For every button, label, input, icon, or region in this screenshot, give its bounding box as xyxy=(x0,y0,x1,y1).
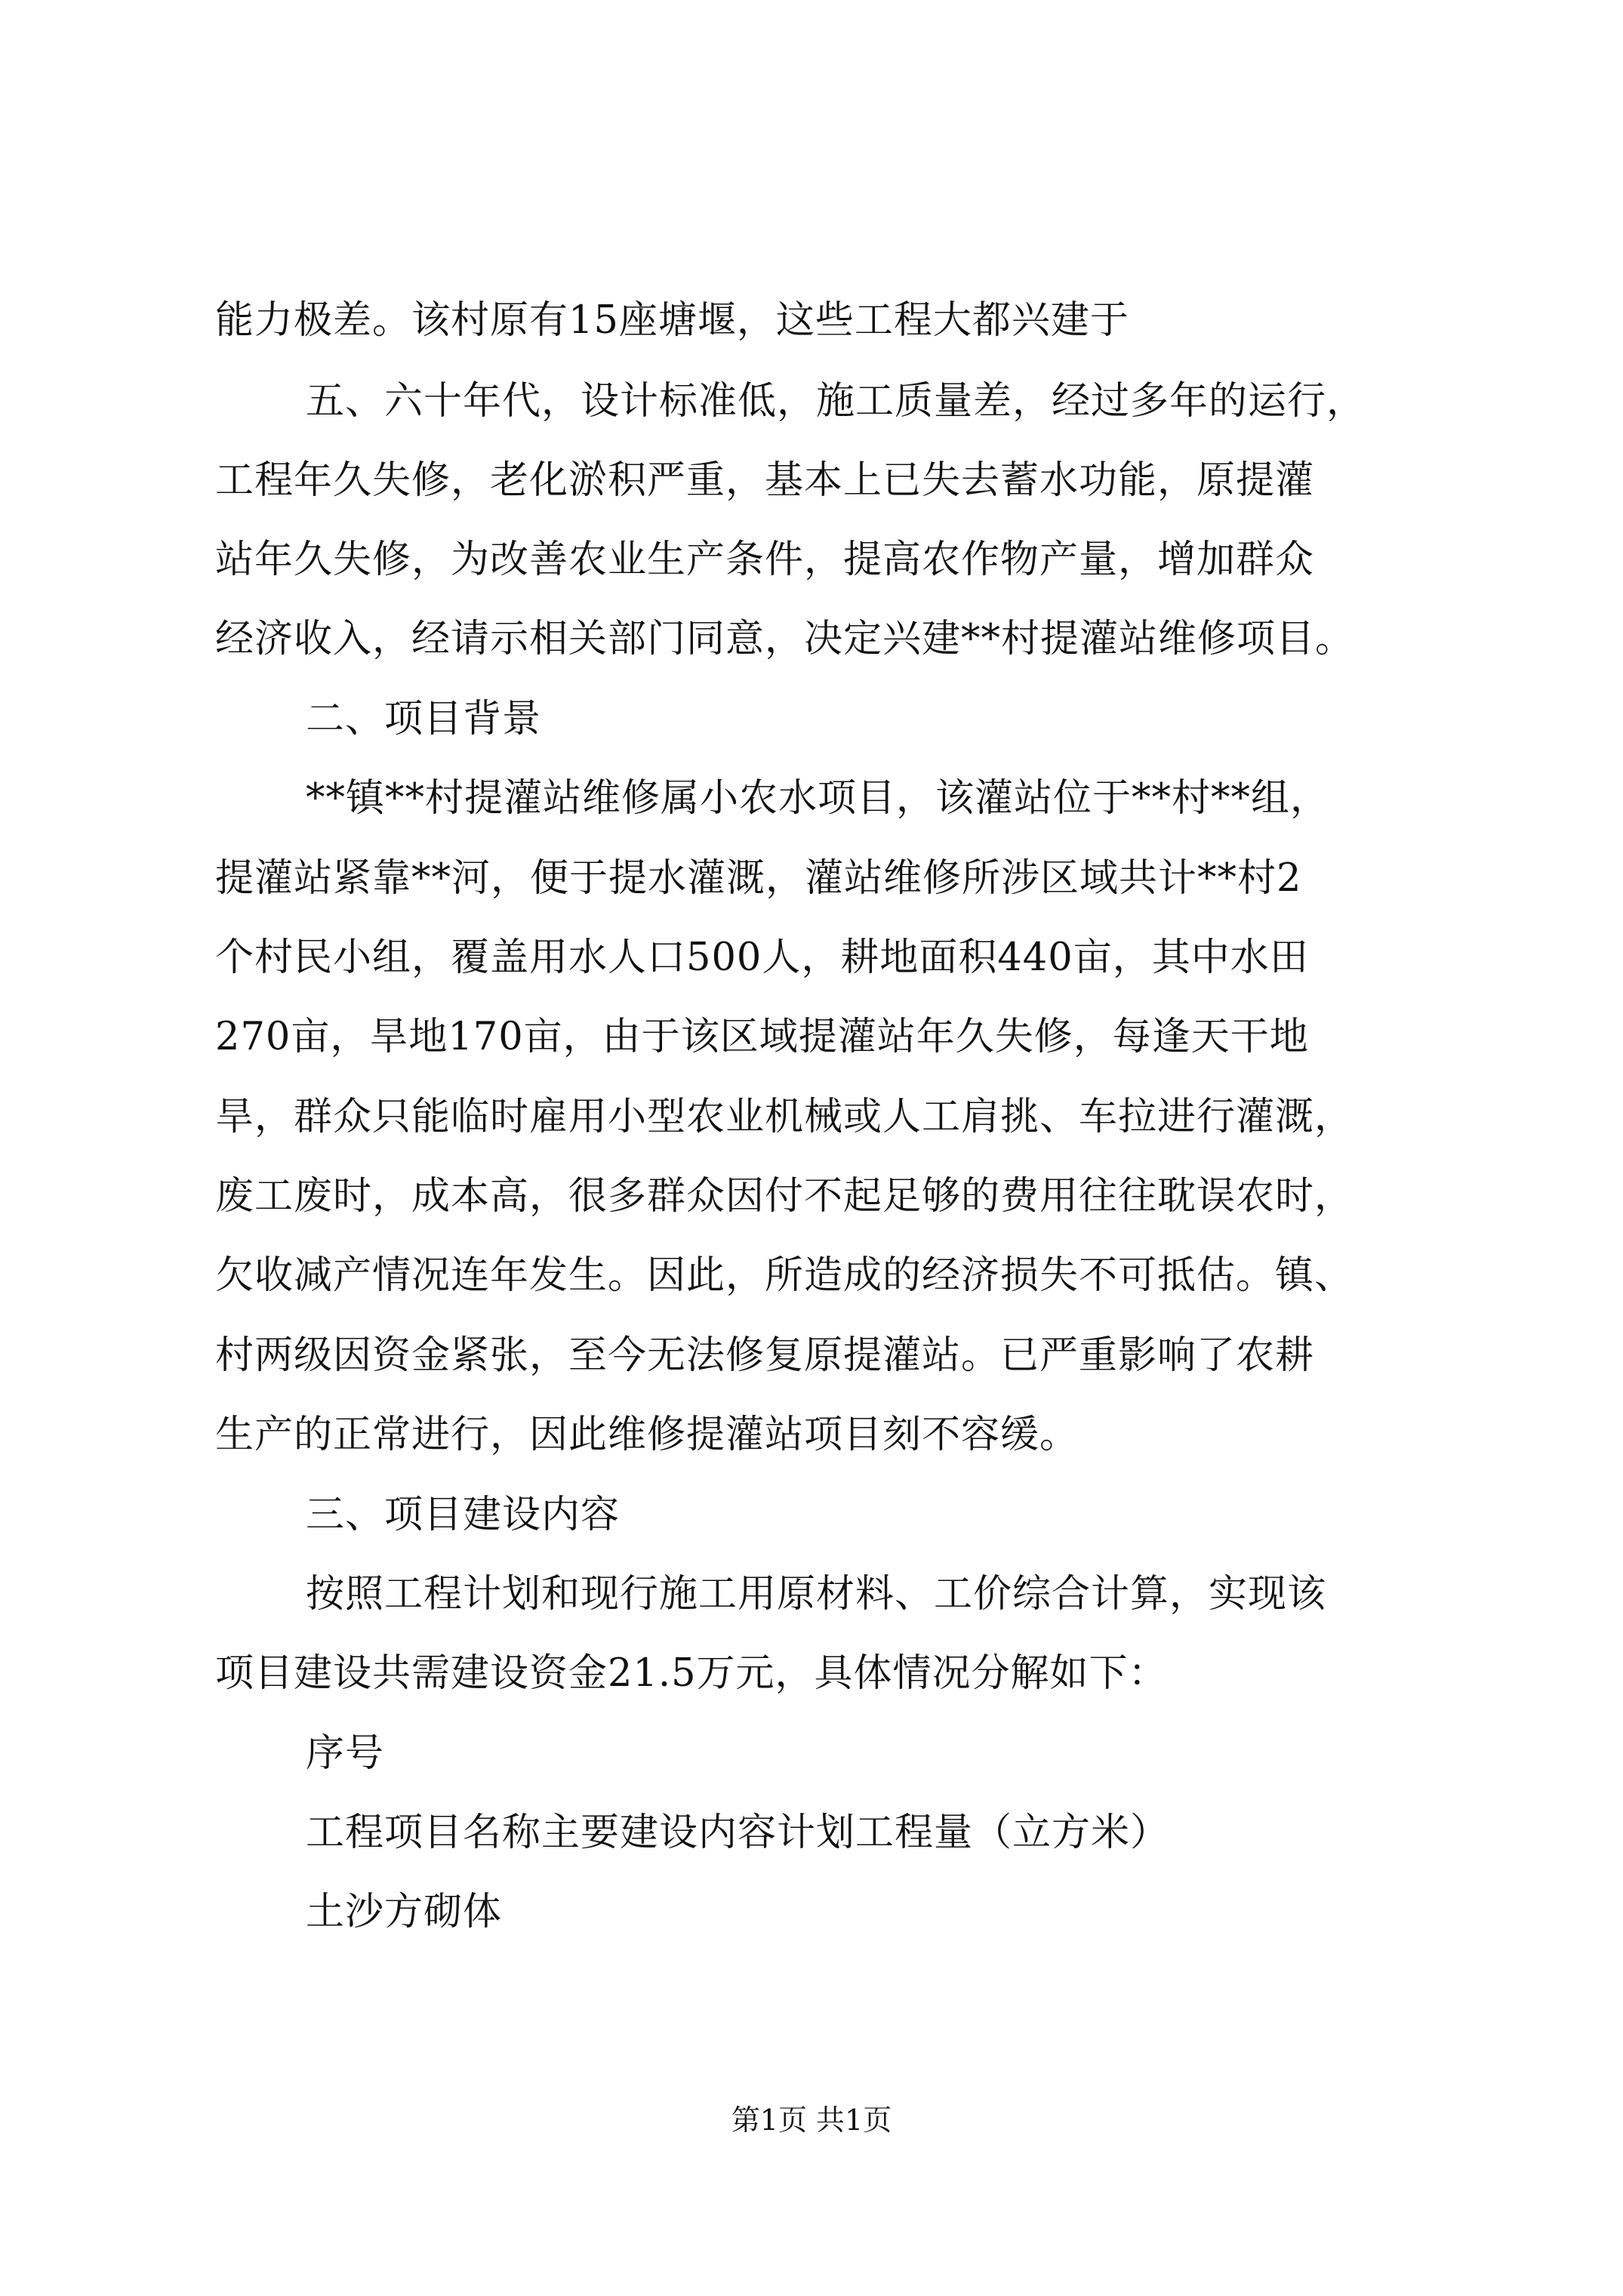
paragraph-line: 旱，群众只能临时雇用小型农业机械或人工肩挑、车拉进行灌溉， xyxy=(215,1095,1354,1139)
paragraph-line: 欠收减产情况连年发生。因此，所造成的经济损失不可抵估。镇、 xyxy=(215,1253,1354,1298)
paragraph-line: 生产的正常进行，因此维修提灌站项目刻不容缓。 xyxy=(215,1413,1079,1457)
paragraph-line: 项目建设共需建设资金21.5万元，具体情况分解如下： xyxy=(215,1651,1168,1696)
paragraph-line: **镇**村提灌站维修属小农水项目，该灌站位于**村**组， xyxy=(306,776,1330,821)
paragraph-line: 能力极差。该村原有15座塘堰，这些工程大都兴建于 xyxy=(215,298,1129,343)
paragraph-line: 270亩，旱地170亩，由于该区域提灌站年久失修，每逢天干地 xyxy=(215,1015,1309,1059)
table-label-line: 土沙方砌体 xyxy=(306,1890,503,1934)
paragraph-line: 五、六十年代，设计标准低，施工质量差，经过多年的运行， xyxy=(306,379,1366,424)
paragraph-line: 废工废时，成本高，很多群众因付不起足够的费用往往耽误农时， xyxy=(215,1174,1354,1219)
page-footer: 第1页 共1页 xyxy=(731,2103,892,2137)
paragraph-line: 村两级因资金紧张，至今无法修复原提灌站。已严重影响了农耕 xyxy=(215,1333,1315,1378)
paragraph-line: 站年久失修，为改善农业生产条件，提高农作物产量，增加群众 xyxy=(215,538,1315,582)
section-heading: 三、项目建设内容 xyxy=(306,1493,621,1537)
paragraph-line: 按照工程计划和现行施工用原材料、工价综合计算，实现该 xyxy=(306,1572,1327,1616)
section-heading: 二、项目背景 xyxy=(306,697,542,741)
paragraph-line: 提灌站紧靠**河，便于提水灌溉，灌站维修所涉区域共计**村2 xyxy=(215,856,1302,901)
paragraph-line: 工程年久失修，老化淤积严重，基本上已失去蓄水功能，原提灌 xyxy=(215,458,1315,503)
table-label-line: 工程项目名称主要建设内容计划工程量（立方米） xyxy=(306,1811,1170,1855)
paragraph-line: 个村民小组，覆盖用水人口500人，耕地面积440亩，其中水田 xyxy=(215,935,1309,980)
paragraph-line: 经济收入，经请示相关部门同意，决定兴建**村提灌站维修项目。 xyxy=(215,617,1355,661)
table-label-line: 序号 xyxy=(306,1731,385,1776)
